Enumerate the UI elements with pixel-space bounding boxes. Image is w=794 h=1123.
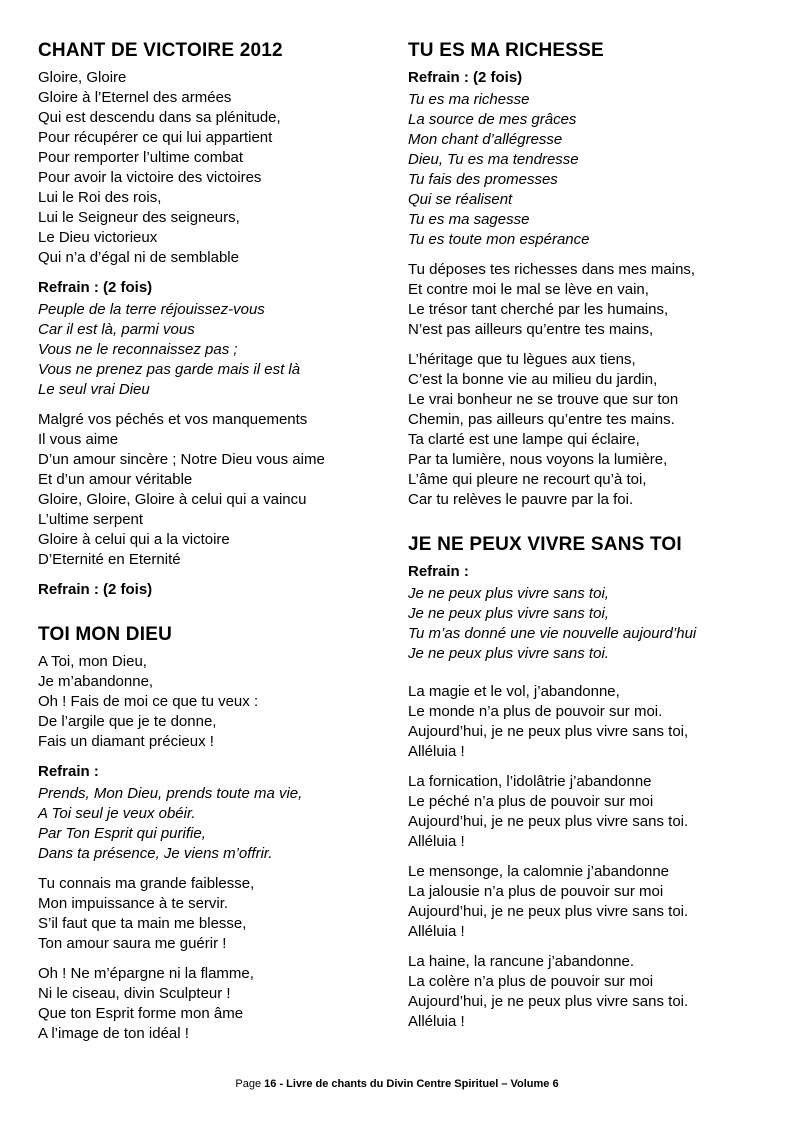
lyric-line: Dans ta présence, Je viens m’offrir. <box>38 845 273 862</box>
refrain-label: Refrain : <box>408 563 469 580</box>
lyric-line: La colère n’a plus de pouvoir sur moi <box>408 973 654 990</box>
lyric-line: Le vrai bonheur ne se trouve que sur ton <box>408 391 679 408</box>
lyric-line: Qui se réalisent <box>408 191 513 208</box>
lyric-line: Alléluia ! <box>408 743 465 760</box>
lyric-line: Fais un diamant précieux ! <box>38 733 214 750</box>
lyric-line: De l’argile que je te donne, <box>38 713 217 730</box>
song-chant-de-victoire <box>38 40 383 600</box>
lyric-line: Ta clarté est une lampe qui éclaire, <box>408 431 640 448</box>
lyric-line: Tu déposes tes richesses dans mes mains, <box>408 261 696 278</box>
lyric-line: Le monde n’a plus de pouvoir sur moi. <box>408 703 663 720</box>
stanza <box>38 68 383 268</box>
lyric-line: Gloire, Gloire, Gloire à celui qui a vaincu <box>38 491 307 508</box>
lyric-line: Gloire à l’Eternel des armées <box>38 89 232 106</box>
page-footer <box>0 1078 794 1090</box>
lyric-line: Qui est descendu dans sa plénitude, <box>38 109 281 126</box>
lyric-line: Et contre moi le mal se lève en vain, <box>408 281 649 298</box>
lyric-line: Peuple de la terre réjouissez-vous <box>38 301 265 318</box>
lyric-line: Par ta lumière, nous voyons la lumière, <box>408 451 668 468</box>
refrain-label: Refrain : (2 fois) <box>38 279 153 296</box>
refrain-label: Refrain : (2 fois) <box>38 581 153 598</box>
lyric-line: Le mensonge, la calomnie j’abandonne <box>408 863 670 880</box>
lyric-line: L’ultime serpent <box>38 511 144 528</box>
lyric-line: Aujourd’hui, je ne peux plus vivre sans toi. <box>408 813 689 830</box>
song-je-ne-peux-vivre-sans-toi <box>408 534 768 1032</box>
page-number: 16 <box>264 1078 277 1090</box>
lyric-line: Aujourd’hui, je ne peux plus vivre sans toi, <box>408 723 689 740</box>
lyric-line: Lui le Seigneur des seigneurs, <box>38 209 240 226</box>
lyric-line: Aujourd’hui, je ne peux plus vivre sans toi. <box>408 993 689 1010</box>
song-title: TOI MON DIEU <box>38 624 172 645</box>
stanza <box>408 260 768 340</box>
lyric-line: Le Dieu victorieux <box>38 229 158 246</box>
footer-prefix: Page <box>235 1078 265 1090</box>
refrain <box>408 584 768 664</box>
lyric-line: Aujourd’hui, je ne peux plus vivre sans toi. <box>408 903 689 920</box>
song-title: JE NE PEUX VIVRE SANS TOI <box>408 534 682 555</box>
lyric-line: A Toi seul je veux obéir. <box>38 805 196 822</box>
stanza <box>38 964 383 1044</box>
lyric-line: Par Ton Esprit qui purifie, <box>38 825 206 842</box>
lyric-line: Oh ! Fais de moi ce que tu veux : <box>38 693 259 710</box>
lyric-line: Pour avoir la victoire des victoires <box>38 169 262 186</box>
lyric-line: N’est pas ailleurs qu’entre tes mains, <box>408 321 654 338</box>
right-column <box>408 40 768 1056</box>
left-column <box>38 40 383 1068</box>
lyric-line: Chemin, pas ailleurs qu’entre tes mains. <box>408 411 675 428</box>
lyric-line: Le trésor tant cherché par les humains, <box>408 301 669 318</box>
lyric-line: La jalousie n’a plus de pouvoir sur moi <box>408 883 664 900</box>
refrain <box>38 784 383 864</box>
lyric-line: Car tu relèves le pauvre par la foi. <box>408 491 634 508</box>
lyric-line: S’il faut que ta main me blesse, <box>38 915 247 932</box>
lyric-line: Malgré vos péchés et vos manquements <box>38 411 308 428</box>
lyric-line: Alléluia ! <box>408 833 465 850</box>
refrain <box>38 300 383 400</box>
lyric-line: C’est la bonne vie au milieu du jardin, <box>408 371 658 388</box>
lyric-line: L’héritage que tu lègues aux tiens, <box>408 351 636 368</box>
lyric-line: Lui le Roi des rois, <box>38 189 162 206</box>
song-tu-es-ma-richesse <box>408 40 768 510</box>
lyric-line: Dieu, Tu es ma tendresse <box>408 151 579 168</box>
lyric-line: Oh ! Ne m’épargne ni la flamme, <box>38 965 254 982</box>
lyric-line: L’âme qui pleure ne recourt qu’à toi, <box>408 471 647 488</box>
lyric-line: Vous ne le reconnaissez pas ; <box>38 341 238 358</box>
song-title: CHANT DE VICTOIRE 2012 <box>38 40 283 61</box>
lyric-line: Alléluia ! <box>408 923 465 940</box>
refrain-label: Refrain : (2 fois) <box>408 69 523 86</box>
lyric-line: Gloire, Gloire <box>38 69 127 86</box>
stanza <box>408 862 768 942</box>
lyric-line: Je ne peux plus vivre sans toi. <box>408 645 609 662</box>
lyric-line: Gloire à celui qui a la victoire <box>38 531 230 548</box>
song-title: TU ES MA RICHESSE <box>408 40 604 61</box>
lyric-line: A l’image de ton idéal ! <box>38 1025 189 1042</box>
refrain <box>408 90 768 250</box>
lyric-line: La haine, la rancune j’abandonne. <box>408 953 635 970</box>
lyric-line: Mon chant d’allégresse <box>408 131 563 148</box>
lyric-line: A Toi, mon Dieu, <box>38 653 147 670</box>
lyric-line: Qui n’a d’égal ni de semblable <box>38 249 239 266</box>
stanza <box>38 410 383 570</box>
lyric-line: La fornication, l’idolâtrie j’abandonne <box>408 773 652 790</box>
lyric-line: Car il est là, parmi vous <box>38 321 195 338</box>
stanza <box>408 682 768 762</box>
footer-text: - Livre de chants du Divin Centre Spirituel – Volume 6 <box>276 1078 559 1090</box>
lyric-line: Je ne peux plus vivre sans toi, <box>408 605 609 622</box>
lyric-line: D’Eternité en Eternité <box>38 551 181 568</box>
lyric-line: Je ne peux plus vivre sans toi, <box>408 585 609 602</box>
lyric-line: Mon impuissance à te servir. <box>38 895 229 912</box>
song-toi-mon-dieu <box>38 624 383 1044</box>
stanza <box>38 874 383 954</box>
stanza <box>408 952 768 1032</box>
lyric-line: Tu m’as donné une vie nouvelle aujourd’hui <box>408 625 697 642</box>
lyric-line: Vous ne prenez pas garde mais il est là <box>38 361 301 378</box>
lyric-line: Ton amour saura me guérir ! <box>38 935 227 952</box>
stanza <box>38 652 383 752</box>
lyric-line: Tu es toute mon espérance <box>408 231 590 248</box>
lyric-line: La magie et le vol, j’abandonne, <box>408 683 620 700</box>
lyric-line: Alléluia ! <box>408 1013 465 1030</box>
lyric-line: Et d’un amour véritable <box>38 471 193 488</box>
lyric-line: Tu fais des promesses <box>408 171 558 188</box>
lyric-line: Pour remporter l’ultime combat <box>38 149 244 166</box>
lyric-line: Tu connais ma grande faiblesse, <box>38 875 255 892</box>
lyric-line: Le seul vrai Dieu <box>38 381 150 398</box>
refrain-label: Refrain : <box>38 763 99 780</box>
lyric-line: D’un amour sincère ; Notre Dieu vous aime <box>38 451 325 468</box>
stanza <box>408 772 768 852</box>
lyric-line: Pour récupérer ce qui lui appartient <box>38 129 273 146</box>
lyric-line: La source de mes grâces <box>408 111 577 128</box>
lyric-line: Tu es ma sagesse <box>408 211 530 228</box>
lyric-line: Le péché n’a plus de pouvoir sur moi <box>408 793 654 810</box>
lyric-line: Tu es ma richesse <box>408 91 530 108</box>
lyric-line: Je m’abandonne, <box>38 673 154 690</box>
lyric-line: Prends, Mon Dieu, prends toute ma vie, <box>38 785 303 802</box>
stanza <box>408 350 768 510</box>
lyric-line: Que ton Esprit forme mon âme <box>38 1005 244 1022</box>
lyric-line: Il vous aime <box>38 431 119 448</box>
lyric-line: Ni le ciseau, divin Sculpteur ! <box>38 985 231 1002</box>
